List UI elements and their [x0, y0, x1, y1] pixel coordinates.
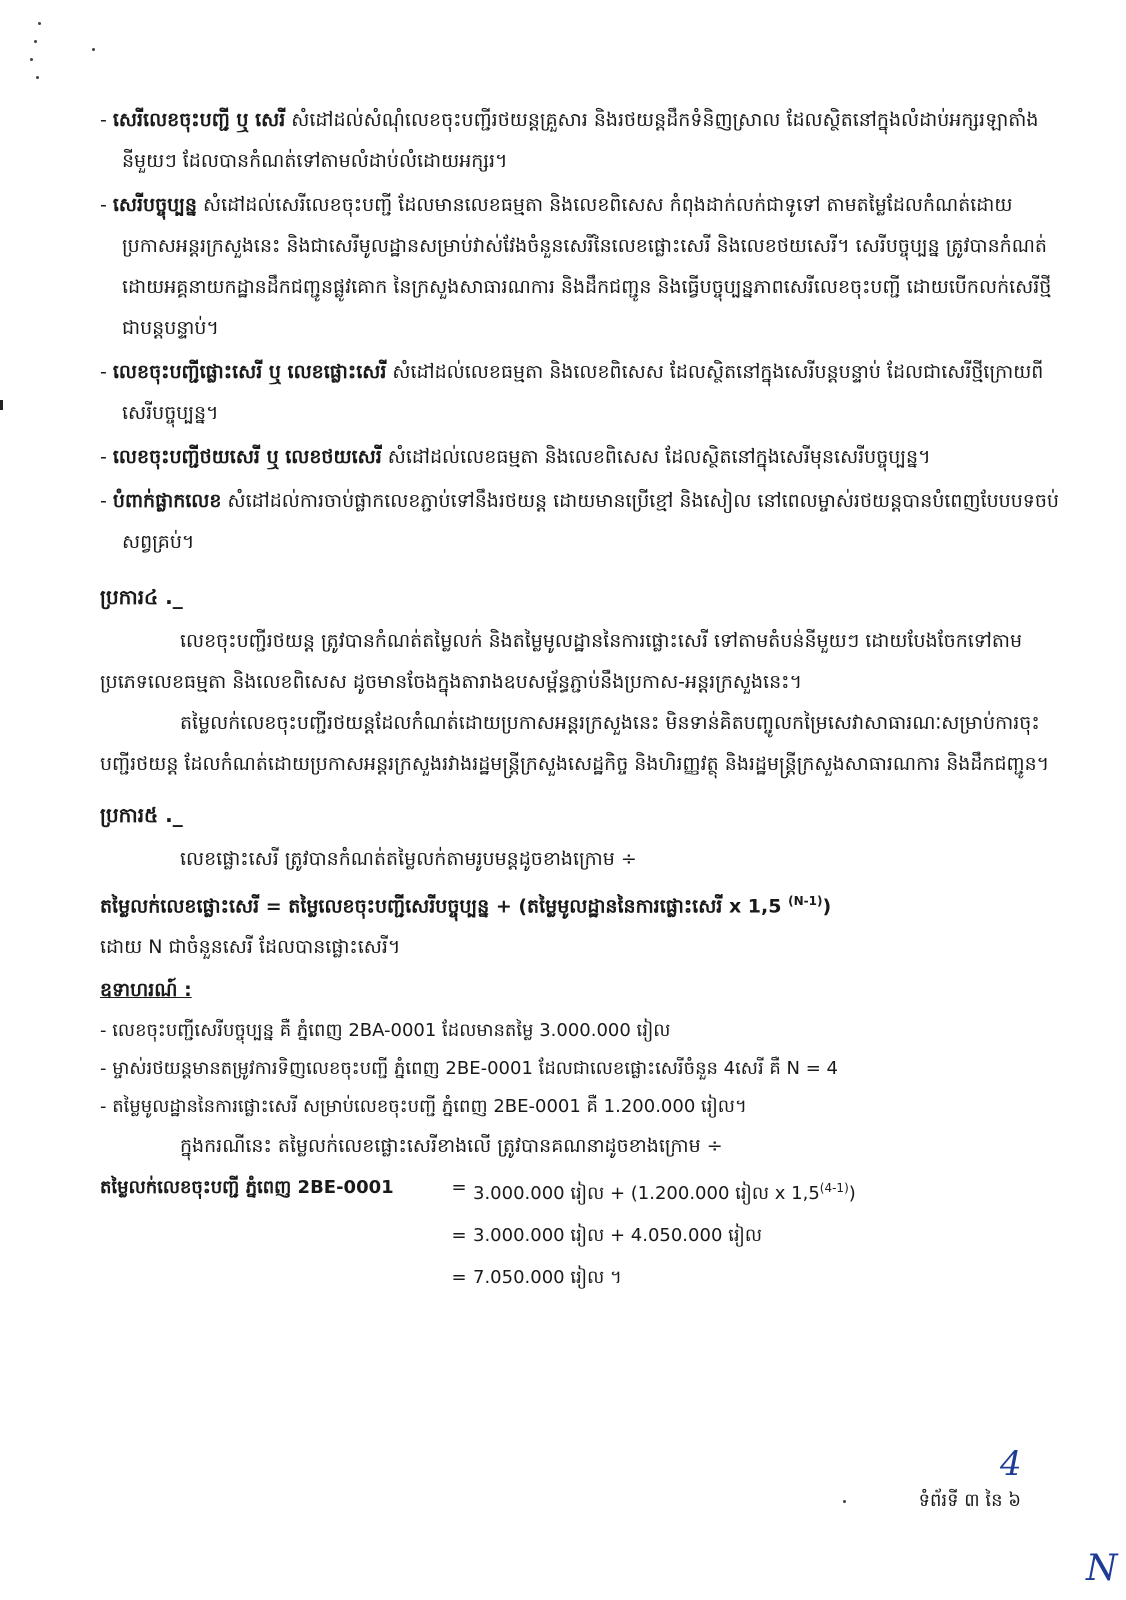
- definition-text: សំដៅដល់ការចាប់ផ្លាកលេខភ្ជាប់ទៅនឹងរថយន្ត ដោយមានប្រើខ្មៅ និងសៀល នៅពេលម្ចាស់រថយន្តបានបំពេញបែបបទចប់សព្វគ្រប់។: [122, 490, 1059, 553]
- article-4-paragraph: តម្លៃលក់លេខចុះបញ្ជីរថយន្តដែលកំណត់ដោយប្រកាសអន្តរក្រសួងនេះ មិនទាន់គិតបញ្ចូលកម្រៃសេវាសាធារណៈសម្រាប់ការចុះបញ្ជីរថយន្ត ដែលកំណត់ដោយប្រកាសអន្តរក្រសួងរវាងរដ្ឋមន្ត្រីក្រសួងសេដ្ឋកិច្ច និងហិរញ្ញវត្ថុ និងរដ្ឋមន្ត្រីក្រសួងសាធារណការ និងដឹកជញ្ជូន។: [100, 712, 1050, 775]
- definition-item: - សេរីបច្ចុប្បន្ន សំដៅដល់សេរីលេខចុះបញ្ជី ដែលមានលេខធម្មតា និងលេខពិសេស កំពុងដាក់លក់ជាទូទៅ តាមតម្លៃដែលកំណត់ដោយប្រកាសអន្តរក្រសួងនេះ និងជាសេរីមូលដ្ឋានសម្រាប់វាស់វែងចំនួនសេរីនៃលេខផ្លោះសេរី និងលេខថយសេរី។ សេរីបច្ចុប្បន្ន ត្រូវបានកំណត់ដោយអគ្គនាយកដ្ឋានដឹកជញ្ជូនផ្លូវគោក នៃក្រសួងសាធារណការ និងដឹកជញ្ជូន និងធ្វើបច្ចុប្បន្នភាពសេរីលេខចុះបញ្ជី ដោយបើកលក់សេរីថ្មីជាបន្តបន្ទាប់។: [100, 194, 1052, 339]
- formula-exponent: (N-1): [788, 894, 823, 908]
- article-5: [100, 795, 1060, 1299]
- definition-text: សំដៅដល់លេខធម្មតា និងលេខពិសេស ដែលស្ថិតនៅក្នុងសេរីបន្តបន្ទាប់ ដែលជាសេរីថ្មីក្រោយពីសេរីបច្ចុប្បន្ន។: [122, 361, 1044, 424]
- calc-intro: ក្នុងករណីនេះ តម្លៃលក់លេខផ្លោះសេរីខាងលើ ត្រូវបានគណនាដូចខាងក្រោម ÷: [180, 1135, 723, 1158]
- equals-sign: =: [451, 1177, 467, 1199]
- price-formula: [100, 882, 1060, 925]
- document-body: [100, 100, 1060, 1299]
- definition-term: បំពាក់ផ្លាកលេខ: [112, 490, 222, 512]
- definition-term: សេរីបច្ចុប្បន្ន: [112, 194, 197, 216]
- scan-speck: [92, 48, 95, 51]
- article-5-heading: ប្រការ៥ ._: [100, 803, 183, 827]
- scan-speck: [30, 58, 33, 61]
- page-number: ទំព័រទី ៣ នៃ ៦: [918, 1490, 1021, 1511]
- calc-result: 7.050.000 រៀល ។: [473, 1267, 622, 1289]
- article-4-heading: ប្រការ៤ ._: [100, 585, 183, 609]
- definition-text: សំដៅដល់លេខធម្មតា និងលេខពិសេស ដែលស្ថិតនៅក្នុងសេរីមុនសេរីបច្ចុប្បន្ន។: [381, 446, 931, 468]
- formula-note: ដោយ N ជាចំនួនសេរី ដែលបានផ្លោះសេរី។: [100, 936, 401, 959]
- calc-value-main: 3.000.000 រៀល + (1.200.000 រៀល x 1,5: [473, 1183, 820, 1205]
- scan-speck: [38, 22, 41, 25]
- scan-speck: [36, 76, 39, 79]
- example-heading: ឧទាហរណ៍ :: [100, 979, 192, 1002]
- equals-sign: =: [451, 1225, 467, 1247]
- equals-sign: =: [451, 1267, 467, 1289]
- calculation: [100, 1167, 1060, 1299]
- calc-exponent: (4-1): [819, 1181, 849, 1196]
- definition-term: សេរីលេខចុះបញ្ជី ឬ សេរី: [112, 109, 286, 131]
- article-5-intro: លេខផ្លោះសេរី ត្រូវបានកំណត់តម្លៃលក់តាមរូបមន្តដូចខាងក្រោម ÷: [180, 848, 637, 870]
- definition-item: - លេខចុះបញ្ជីថយសេរី ឬ លេខថយសេរី សំដៅដល់លេខធម្មតា និងលេខពិសេស ដែលស្ថិតនៅក្នុងសេរីមុនសេរីបច្ចុប្បន្ន។: [100, 446, 931, 468]
- definition-item: - សេរីលេខចុះបញ្ជី ឬ សេរី សំដៅដល់សំណុំលេខចុះបញ្ជីរថយន្តគ្រួសារ និងរថយន្តដឹកទំនិញស្រាល ដែលស្ថិតនៅក្នុងលំដាប់អក្សរឡាតាំងនីមួយៗ ដែលបានកំណត់ទៅតាមលំដាប់លំដោយអក្សរ។: [100, 109, 1039, 172]
- calc-close: ): [848, 1183, 856, 1205]
- article-4: [100, 577, 1060, 785]
- definition-term: លេខចុះបញ្ជីថយសេរី ឬ លេខថយសេរី: [112, 446, 382, 468]
- definition-text: សំដៅដល់សេរីលេខចុះបញ្ជី ដែលមានលេខធម្មតា និងលេខពិសេស កំពុងដាក់លក់ជាទូទៅ តាមតម្លៃដែលកំណត់ដោយប្រកាសអន្តរក្រសួងនេះ និងជាសេរីមូលដ្ឋានសម្រាប់វាស់វែងចំនួនសេរីនៃលេខផ្លោះសេរី និងលេខថយសេរី។ សេរីបច្ចុប្បន្ន ត្រូវបានកំណត់ដោយអគ្គនាយកដ្ឋានដឹកជញ្ជូនផ្លូវគោក នៃក្រសួងសាធារណការ និងដឹកជញ្ជូន និងធ្វើបច្ចុប្បន្នភាពសេរីលេខចុះបញ្ជី ដោយបើកលក់សេរីថ្មីជាបន្តបន្ទាប់។: [122, 194, 1052, 339]
- example-item: - ម្ចាស់រថយន្តមានតម្រូវការទិញលេខចុះបញ្ជី ភ្នំពេញ 2BE-0001 ដែលជាលេខផ្លោះសេរីចំនួន 4សេរី គឺ N = 4: [100, 1058, 838, 1080]
- example-item: - តម្លៃមូលដ្ឋាននៃការផ្លោះសេរី សម្រាប់លេខចុះបញ្ជី ភ្នំពេញ 2BE-0001 គឺ 1.200.000 រៀល។: [100, 1096, 747, 1118]
- handwritten-corner-mark: N: [1086, 1548, 1118, 1589]
- definitions-list: [100, 100, 1060, 563]
- example-item: - លេខចុះបញ្ជីសេរីបច្ចុប្បន្ន គឺ ភ្នំពេញ 2BA-0001 ដែលមានតម្លៃ 3.000.000 រៀល: [100, 1020, 671, 1042]
- scan-edge-mark: [0, 400, 3, 410]
- formula-close: ): [822, 895, 832, 918]
- article-4-paragraph: លេខចុះបញ្ជីរថយន្ត ត្រូវបានកំណត់តម្លៃលក់ និងតម្លៃមូលដ្ឋាននៃការផ្លោះសេរី ទៅតាមតំបន់នីមួយៗ ដោយបែងចែកទៅតាមប្រភេទលេខធម្មតា និងលេខពិសេស ដូចមានចែងក្នុងតារាងឧបសម្ព័ន្ធភ្ជាប់នឹងប្រកាស-អន្តរក្រសួងនេះ។: [100, 630, 1023, 693]
- handwritten-page-mark: 4: [1000, 1444, 1022, 1484]
- calc-value: 3.000.000 រៀល + 4.050.000 រៀល: [473, 1225, 763, 1247]
- calc-row: [100, 1167, 1060, 1215]
- footer-dot: [843, 1500, 846, 1503]
- definition-text: សំដៅដល់សំណុំលេខចុះបញ្ជីរថយន្តគ្រួសារ និងរថយន្តដឹកទំនិញស្រាល ដែលស្ថិតនៅក្នុងលំដាប់អក្សរឡាតាំងនីមួយៗ ដែលបានកំណត់ទៅតាមលំដាប់លំដោយអក្សរ។: [122, 109, 1039, 172]
- calc-row: [100, 1215, 1060, 1257]
- calc-value: [473, 1167, 856, 1215]
- definition-item: - បំពាក់ផ្លាកលេខ សំដៅដល់ការចាប់ផ្លាកលេខភ្ជាប់ទៅនឹងរថយន្ត ដោយមានប្រើខ្មៅ និងសៀល នៅពេលម្ចាស់រថយន្តបានបំពេញបែបបទចប់សព្វគ្រប់។: [100, 490, 1059, 553]
- scan-speck: [34, 40, 37, 43]
- calc-row: [100, 1257, 1060, 1299]
- formula-main: តម្លៃលក់លេខផ្លោះសេរី = តម្លៃលេខចុះបញ្ជីសេរីបច្ចុប្បន្ន + (តម្លៃមូលដ្ឋាននៃការផ្លោះសេរី x 1,5: [100, 895, 782, 918]
- definition-term: លេខចុះបញ្ជីផ្លោះសេរី ឬ លេខផ្លោះសេរី: [112, 361, 387, 383]
- calc-label: តម្លៃលក់លេខចុះបញ្ជី ភ្នំពេញ 2BE-0001: [100, 1177, 394, 1199]
- definition-item: - លេខចុះបញ្ជីផ្លោះសេរី ឬ លេខផ្លោះសេរី សំដៅដល់លេខធម្មតា និងលេខពិសេស ដែលស្ថិតនៅក្នុងសេរីបន្តបន្ទាប់ ដែលជាសេរីថ្មីក្រោយពីសេរីបច្ចុប្បន្ន។: [100, 361, 1044, 424]
